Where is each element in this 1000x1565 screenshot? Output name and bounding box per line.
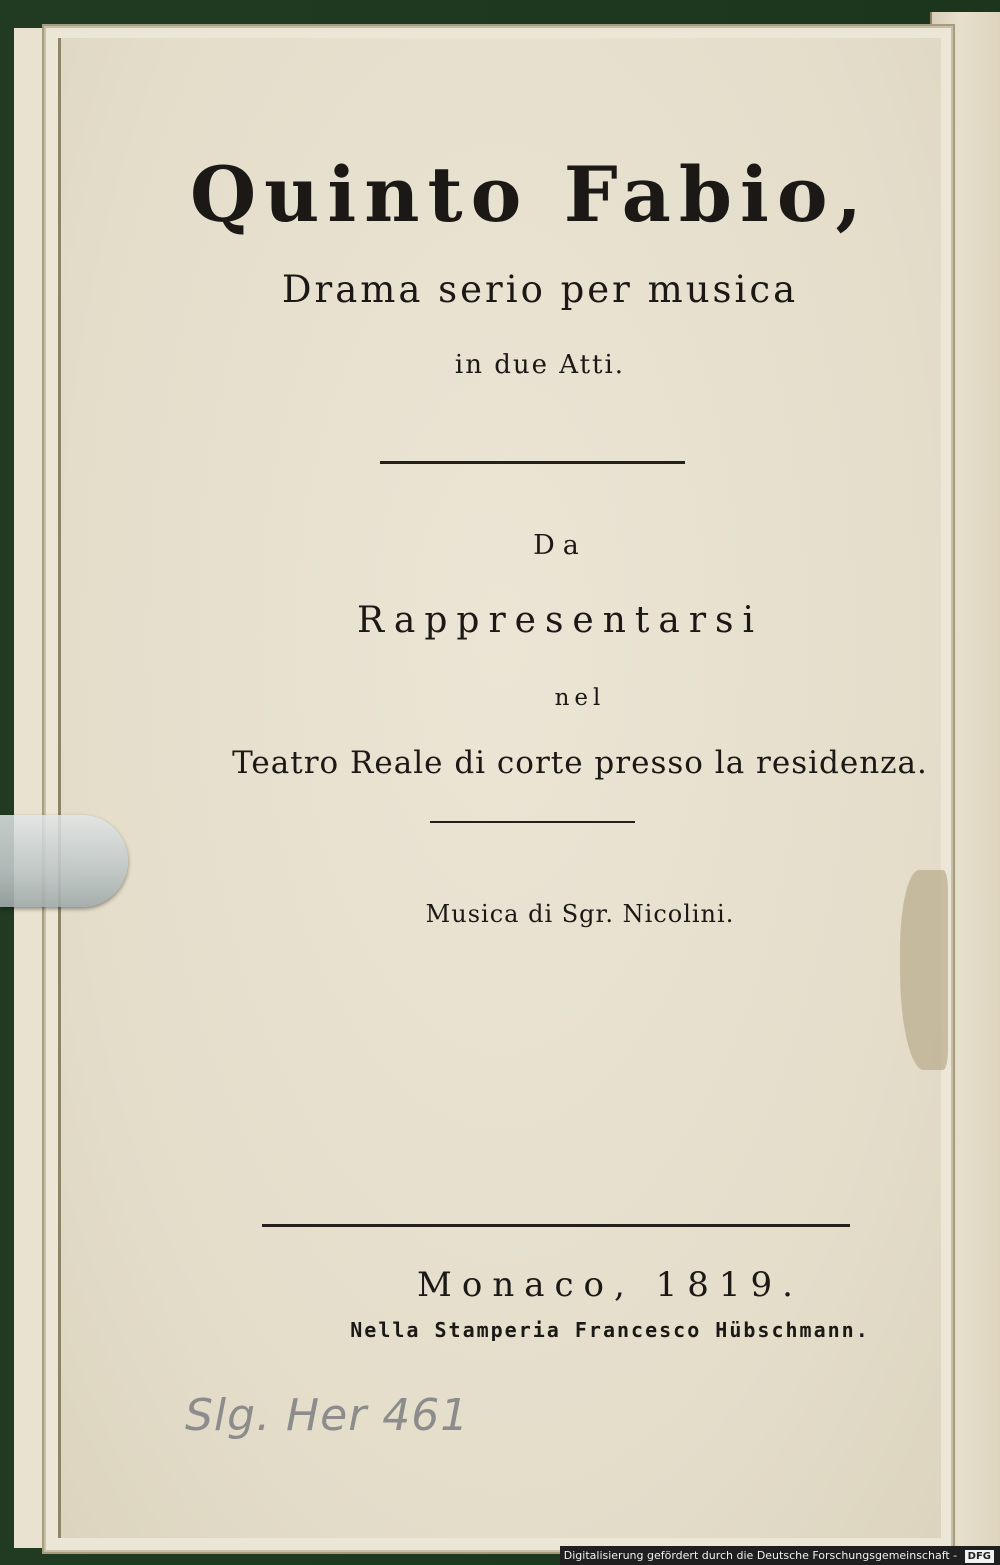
glass-clip [0, 815, 128, 907]
venue-line: Teatro Reale di corte presso la residenza. [232, 745, 928, 781]
title-page-paper [58, 38, 941, 1538]
work-subtitle: Drama serio per musica [281, 268, 799, 311]
composer-line: Musica di Sgr. Nicolini. [425, 900, 735, 928]
footer-text: Digitalisierung gefördert durch die Deutsche Forschungsgemeinschaft - [563, 1549, 958, 1562]
imprint-place-year: Monaco, 1819. [417, 1265, 803, 1305]
rappresentarsi-line: Rappresentarsi [356, 600, 764, 641]
imprint-rule [262, 1224, 850, 1227]
handwritten-shelfmark: Slg. Her 461 [185, 1390, 470, 1441]
divider-rule [430, 821, 635, 823]
nel-line: nel [554, 685, 606, 711]
dfg-logo: DFG [965, 1550, 994, 1563]
acts-line: in due Atti. [454, 350, 626, 380]
divider-rule [380, 461, 685, 464]
digitization-footer [560, 1546, 1000, 1565]
work-title: Quinto Fabio, [189, 150, 871, 239]
da-line: Da [533, 530, 587, 561]
printer-line: Nella Stamperia Francesco Hübschmann. [350, 1318, 870, 1342]
